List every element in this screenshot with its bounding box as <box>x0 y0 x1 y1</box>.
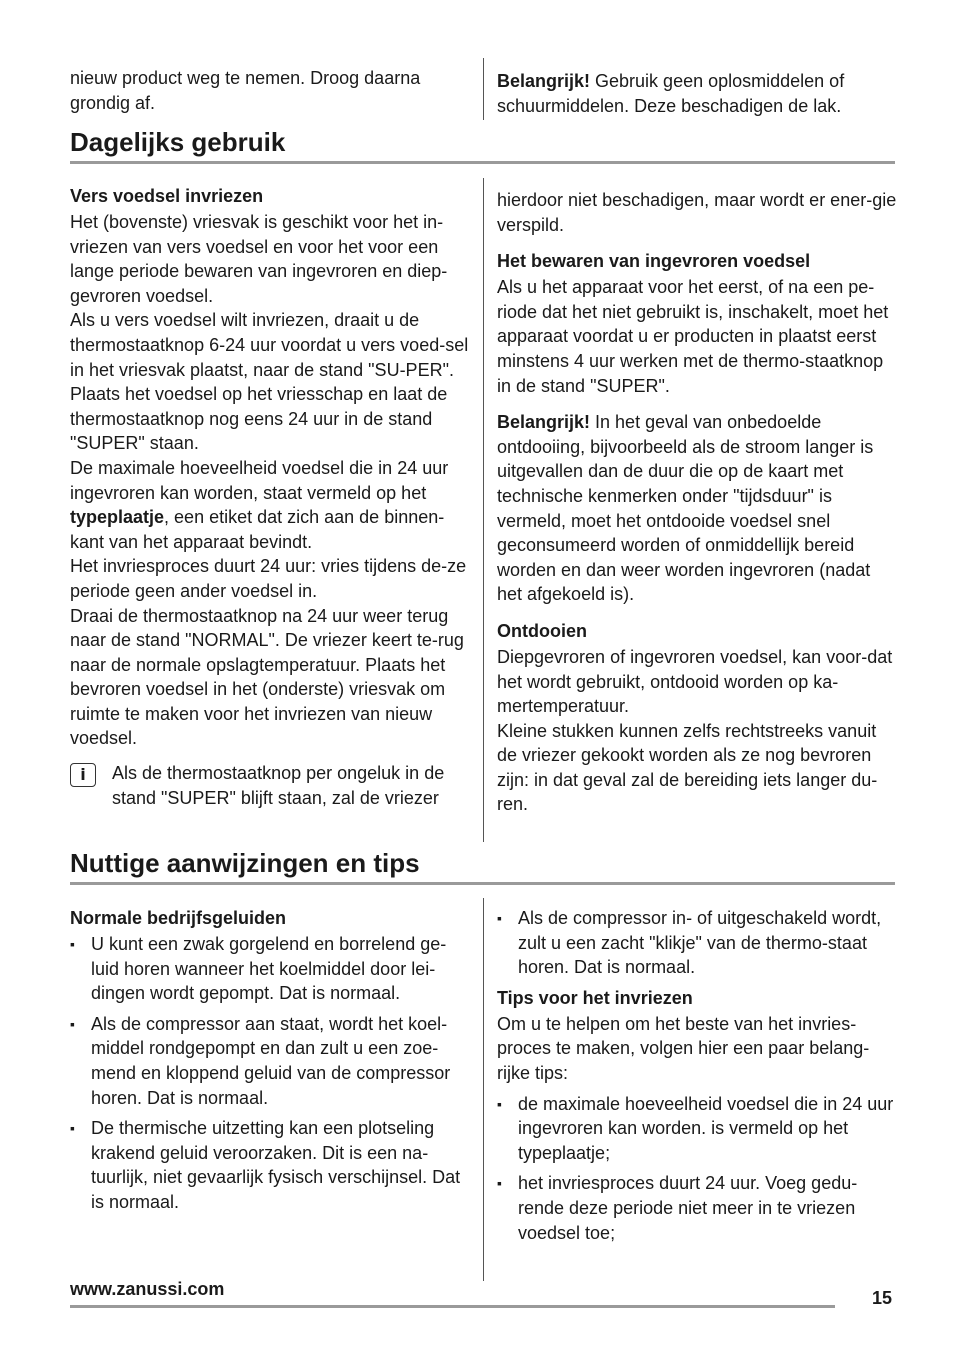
important-note: Belangrijk! In het geval van onbedoelde ontdooiing, bijvoorbeeld als de stroom langer is uitgevallen dan de duur die op de kaart met technische kenmerken onder "tijdsduur" is vermeld, moet het ontdooide voedsel snel geconsumeerd worden of onmiddellijk bereid worden en dan weer worden ingevroren (nadat het afgekoeld is). <box>497 412 874 605</box>
info-note <box>70 761 470 810</box>
list-item: ▪ de maximale hoeveelheid voedsel die in 24 uur ingevroren kan worden. is vermeld op het typeplaatje; <box>497 1092 897 1166</box>
section2-left-column <box>70 906 470 1221</box>
sounds-list-continued <box>497 906 897 980</box>
subheading-storing-frozen: Het bewaren van ingevroren voedsel <box>497 251 811 272</box>
section2-right-column <box>497 906 897 1251</box>
top-left-continuation <box>70 66 470 115</box>
paragraph: Het invriesproces duurt 24 uur: vries tijdens de-ze periode geen ander voedsel in. <box>70 556 467 601</box>
section-rule <box>70 161 895 164</box>
section-title-daily-use: Dagelijks gebruik <box>70 127 286 157</box>
column-divider <box>483 178 484 842</box>
column-divider <box>483 898 484 1281</box>
footer-website-link[interactable]: www.zanussi.com <box>70 1279 225 1299</box>
freezing-tips-list <box>497 1092 897 1246</box>
paragraph: Het (bovenste) vriesvak is geschikt voor het in-vriezen van vers voedsel en voor het voor een lange periode bewaren van ingevroren en diep-gevroren voedsel. <box>70 212 448 306</box>
top-right-note <box>497 69 897 118</box>
subheading-defrosting: Ontdooien <box>497 620 587 641</box>
list-item: ▪ U kunt een zwak gorgelend en borrelend ge-luid horen wanneer het koelmiddel door lei-dingen wordt gepompt. Dat is normaal. <box>70 932 470 1006</box>
section-title-tips: Nuttige aanwijzingen en tips <box>70 848 420 878</box>
list-item: ▪ Als de compressor in- of uitgeschakeld wordt, zult u een zacht "klikje" van de thermo-staat horen. Dat is normaal. <box>497 906 897 980</box>
paragraph: Draai de thermostaatknop na 24 uur weer terug naar de stand "NORMAL". De vriezer keert te-rug naar de normale opslagtemperatuur. Plaats het bevroren voedsel in het (onderste) vriesvak om ruimte te maken voor het invriezen van nieuw voedsel. <box>70 605 464 749</box>
paragraph: De maximale hoeveelheid voedsel die in 24 uur ingevroren kan worden, staat vermeld op het typeplaatje, een etiket dat zich aan de binnen-kant van het apparaat bevindt. <box>70 457 449 552</box>
subheading-fresh-food: Vers voedsel invriezen <box>70 186 264 206</box>
section1-left-column <box>70 184 470 810</box>
important-note: Belangrijk! Gebruik geen oplosmiddelen of schuurmiddelen. Deze beschadigen de lak. <box>497 71 845 116</box>
paragraph: hierdoor niet beschadigen, maar wordt er ener-gie verspild. <box>497 190 897 235</box>
subheading-normal-sounds: Normale bedrijfsgeluiden <box>70 908 287 928</box>
page-number: 15 <box>872 1288 893 1308</box>
paragraph: Als u vers voedsel wilt invriezen, draait u de thermostaatknop 6-24 uur voordat u vers voed-sel in het vriesvak plaatst, naar de stand "SU-PER". <box>70 310 469 380</box>
sounds-list <box>70 932 470 1215</box>
info-icon: i <box>70 763 96 787</box>
paragraph: Plaats het voedsel op het vriesschap en laat de thermostaatknop nog eens 24 uur in de stand "SUPER" staan. <box>70 384 448 454</box>
section-rule <box>70 882 895 885</box>
info-text: Als de thermostaatknop per ongeluk in de stand "SUPER" blijft staan, zal de vriezer <box>112 763 445 808</box>
list-item: ▪ Als de compressor aan staat, wordt het koel-middel rondgepompt en dan zult u een zoe-mend en kloppend geluid van de compressor horen. Dat is normaal. <box>70 1012 470 1110</box>
list-item: ▪ De thermische uitzetting kan een plotseling krakend geluid veroorzaken. Dit is een na-tuurlijk, niet gevaarlijk fysisch verschijnsel. Dat is normaal. <box>70 1116 470 1214</box>
section1-right-column <box>497 188 897 817</box>
paragraph: Als u het apparaat voor het eerst, of na een pe-riode dat het niet gebruikt is, inschakelt, moet het apparaat voordat u er producten in plaatst eerst minstens 4 uur werken met de thermo-staatknop in de stand "SUPER". <box>497 277 889 396</box>
paragraph: Om u te helpen om het beste van het invries-proces te maken, volgen hier een paar belang-rijke tips: <box>497 1013 870 1083</box>
paragraph: Kleine stukken kunnen zelfs rechtstreeks vanuit de vriezer gekookt worden als ze nog bevroren zijn: in dat geval zal de bereiding iets langer du-ren. <box>497 720 878 815</box>
subheading-freezing-tips: Tips voor het invriezen <box>497 987 693 1008</box>
footer-rule <box>70 1305 835 1308</box>
column-divider-top <box>483 58 484 120</box>
paragraph: Diepgevroren of ingevroren voedsel, kan voor-dat het wordt gebruikt, ontdooid worden op ka-mertemperatuur. <box>497 646 893 717</box>
list-item: ▪ het invriesproces duurt 24 uur. Voeg gedu-rende deze periode niet meer in te vriezen voedsel toe; <box>497 1171 897 1245</box>
continuation-text: nieuw product weg te nemen. Droog daarna grondig af. <box>70 68 421 113</box>
